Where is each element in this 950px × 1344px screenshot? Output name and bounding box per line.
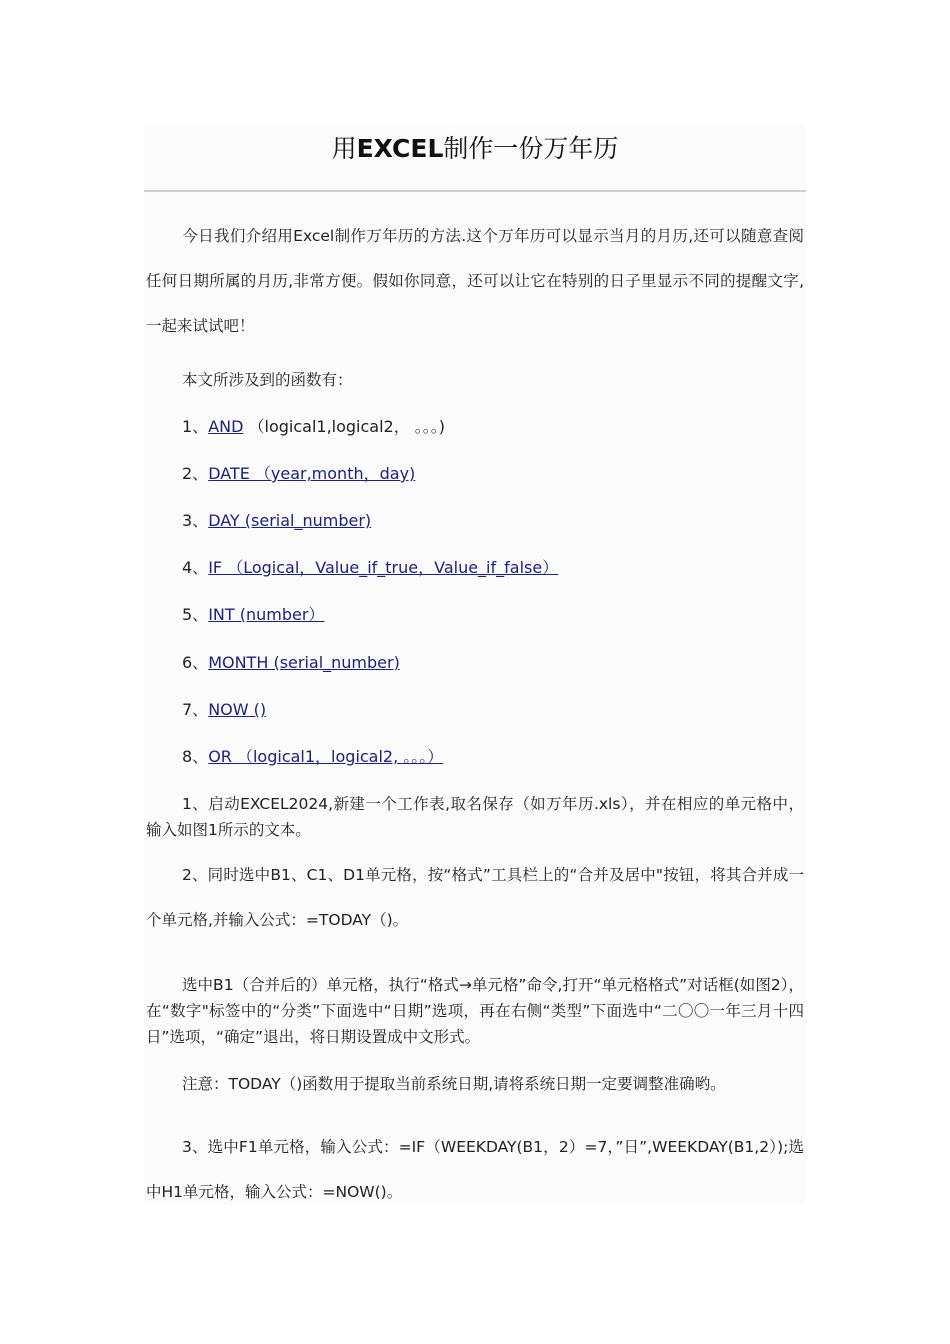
function-link-or[interactable]: OR （logical1，logical2, 。。。） bbox=[208, 747, 444, 766]
function-item-int bbox=[182, 604, 324, 626]
function-link-day[interactable]: DAY (serial_number) bbox=[208, 511, 372, 530]
step3-text: 3、选中F1单元格，输入公式：=IF（WEEKDAY(B1，2）=7，”日”,WEEKDAY(B1,2）);选中H1单元格，输入公式：=NOW()。 bbox=[146, 1138, 804, 1201]
function-link-now[interactable]: NOW () bbox=[208, 700, 267, 719]
title-bold: EXCEL bbox=[356, 134, 444, 163]
function-link-month[interactable]: MONTH (serial_number) bbox=[208, 653, 400, 672]
function-number: 5、 bbox=[182, 605, 209, 624]
function-number: 3、 bbox=[182, 511, 209, 530]
function-item-or bbox=[182, 746, 443, 768]
function-number: 4、 bbox=[182, 558, 209, 577]
step2-detail-paragraph bbox=[146, 972, 804, 1050]
step2-detail-text: 选中B1（合并后的）单元格，执行“格式→单元格”命令,打开“单元格格式”对话框(如图2），在“数字"标签中的“分类”下面选中“日期”选项，再在右侧“类型”下面选中“二〇〇一年三月十四日”选项，“确定”退出，将日期设置成中文形式。 bbox=[146, 976, 804, 1046]
function-number: 6、 bbox=[182, 653, 209, 672]
intro-text: 今日我们介绍用Excel制作万年历的方法.这个万年历可以显示当月的月历,还可以随意查阅任何日期所属的月历,非常方便。假如你同意，还可以让它在特别的日子里显示不同的提醒文字,一起来试试吧！ bbox=[146, 227, 804, 335]
function-number: 2、 bbox=[182, 464, 209, 483]
function-link-if[interactable]: IF （Logical，Value_if_true，Value_if_false） bbox=[208, 558, 559, 577]
function-item-and bbox=[182, 416, 445, 438]
note-paragraph bbox=[146, 1071, 804, 1097]
note-text: 注意：TODAY（)函数用于提取当前系统日期,请将系统日期一定要调整准确哟。 bbox=[182, 1075, 726, 1093]
document-title bbox=[144, 128, 806, 170]
function-link-and[interactable]: AND bbox=[208, 417, 244, 436]
step1-paragraph bbox=[146, 791, 804, 843]
function-args: （logical1,logical2， 。。。) bbox=[243, 417, 446, 436]
step2-text: 2、同时选中B1、C1、D1单元格，按“格式”工具栏上的“合并及居中"按钮，将其合并成一个单元格,并输入公式：=TODAY（)。 bbox=[146, 866, 804, 929]
function-number: 7、 bbox=[182, 700, 209, 719]
intro-paragraph bbox=[146, 214, 804, 349]
function-item-month bbox=[182, 652, 400, 674]
step3-paragraph bbox=[146, 1125, 804, 1215]
function-item-day bbox=[182, 510, 371, 532]
function-item-now bbox=[182, 699, 266, 721]
function-link-date[interactable]: DATE （year,month，day) bbox=[208, 464, 416, 483]
function-item-date bbox=[182, 463, 415, 485]
function-number: 8、 bbox=[182, 747, 209, 766]
title-suffix: 制作一份万年历 bbox=[443, 134, 619, 163]
function-number: 1、 bbox=[182, 417, 209, 436]
step1-text: 1、启动EXCEL2024,新建一个工作表,取名保存（如万年历.xls），并在相应的单元格中，输入如图1所示的文本。 bbox=[146, 795, 804, 839]
title-divider bbox=[144, 190, 806, 192]
function-link-int[interactable]: INT (number） bbox=[208, 605, 325, 624]
title-prefix: 用 bbox=[331, 134, 357, 163]
step2-paragraph bbox=[146, 853, 804, 943]
function-item-if bbox=[182, 557, 558, 579]
functions-heading: 本文所涉及到的函数有： bbox=[182, 371, 353, 389]
